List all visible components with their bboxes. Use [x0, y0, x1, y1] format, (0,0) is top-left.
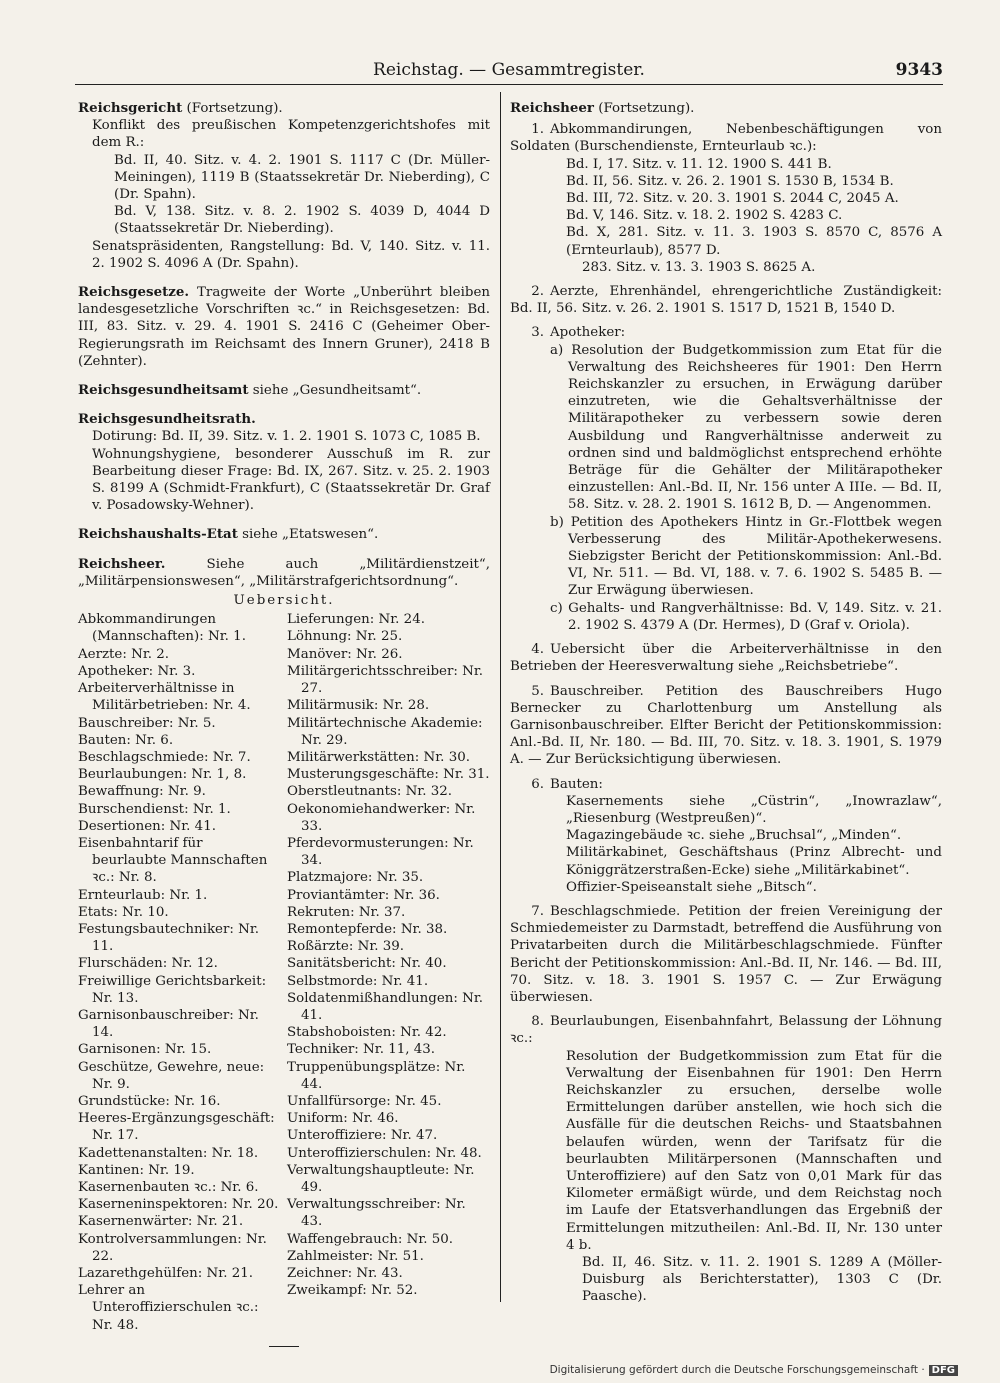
uebersicht-item: Eisenbahntarif für beurlaubte Mannschaften ꝛc.: Nr. 8. [78, 835, 268, 886]
item-number: 7. [531, 903, 544, 919]
uebersicht-item: Waffengebrauch: Nr. 50. [287, 1231, 454, 1247]
uebersicht-item: Freiwillige Gerichtsbarkeit: Nr. 13. [78, 973, 267, 1006]
uebersicht-item: Bauten: Nr. 6. [78, 732, 174, 748]
uebersicht-item: Beschlagschmiede: Nr. 7. [78, 749, 251, 765]
item-text: Bd. II, 46. Sitz. v. 11. 2. 1901 S. 1289 A (Möller-Duisburg als Berichterstatter), 1303 C (Dr. Paasche). [582, 1255, 942, 1305]
uebersicht-item: Festungsbautechniker: Nr. 11. [78, 921, 260, 955]
uebersicht-item: Ernteurlaub: Nr. 1. [78, 887, 208, 903]
page-number: 9343 [895, 60, 943, 80]
uebersicht-item: Grundstücke: Nr. 16. [78, 1093, 221, 1109]
uebersicht-item: Geschütze, Gewehre, neue: Nr. 9. [78, 1059, 265, 1092]
uebersicht-item: Rekruten: Nr. 37. [287, 904, 406, 920]
item-number: 2. [531, 284, 544, 300]
item-text: Beurlaubungen, Eisenbahnfahrt, Belassung der Löhnung ꝛc.: [510, 1014, 942, 1047]
uebersicht-item: Heeres-Ergänzungsgeschäft: Nr. 17. [78, 1111, 275, 1144]
uebersicht-item: Truppenübungsplätze: Nr. 44. [287, 1059, 466, 1092]
item-number: 3. [531, 325, 544, 341]
uebersicht-item: Kantinen: Nr. 19. [78, 1162, 195, 1178]
running-title: Reichstag. — Gesammtregister. [373, 60, 645, 80]
entry-text: (Fortsetzung). [598, 101, 695, 116]
entry-heading: Reichsgericht [78, 100, 183, 116]
item-number: 6. [531, 776, 544, 792]
entry-heading: Reichsgesundheitsrath. [78, 411, 256, 428]
uebersicht-item: Kasernenwärter: Nr. 21. [78, 1214, 244, 1230]
entry-text: Senatspräsidenten, Rangstellung: Bd. V, 140. Sitz. v. 11. 2. 1902 S. 4096 A (Dr. Spahn). [92, 238, 490, 271]
entry-text: (Fortsetzung). [186, 101, 283, 116]
item-text: b) Petition des Apothekers Hintz in Gr.-Flottbek wegen Verbesserung des Militär-Apothekerwesens. Siebzigster Bericht der Petitionskommission: Anl.-Bd. VI, Nr. 511. — Bd. VI, 188. v. 7. 6. 1902 S. 5485 B. — Zur Erwägung überwiesen. [550, 514, 942, 599]
item-text: Bd. X, 281. Sitz. v. 11. 3. 1903 S. 8570 C, 8576 A (Ernteurlaub), 8577 D. [566, 225, 942, 258]
item-number: 5. [531, 683, 544, 699]
item-text: Bauschreiber. Petition des Bauschreibers Hugo Bernecker zu Charlottenburg um Anstellung als Garnisonbauschreiber. Elfter Bericht der Petitionskommission: Anl.-Bd. II, Nr. 180. — Bd. III, 70. Sitz. v. 18. 3. 1901, S. 1979 A. — Zur Berücksichtigung überwiesen. [510, 683, 942, 768]
entry-heading: Reichsgesundheitsamt [78, 382, 249, 399]
uebersicht-col-2 [287, 611, 490, 1334]
item-number: 1. [531, 122, 544, 138]
item-number: 8. [531, 1014, 544, 1030]
entry-heading: Reichshaushalts-Etat [78, 526, 238, 543]
uebersicht-item: Militärmusik: Nr. 28. [287, 698, 430, 714]
uebersicht-item: Stabshoboisten: Nr. 42. [287, 1025, 447, 1041]
item-number: 4. [531, 642, 544, 658]
uebersicht-item: Selbstmorde: Nr. 41. [287, 973, 429, 989]
uebersicht-item: Lehrer an Unteroffizierschulen ꝛc.: Nr. 48. [78, 1283, 259, 1333]
entry-reichsheer-continued [510, 100, 942, 117]
entry-reichsgesundheitsamt [78, 382, 490, 399]
uebersicht-item: Sanitätsbericht: Nr. 40. [287, 956, 447, 972]
item-text: Aerzte, Ehrenhändel, ehrengerichtliche Zuständigkeit: Bd. II, 56. Sitz. v. 26. 2. 1901 S. 1517 D, 1521 B, 1540 D. [510, 284, 942, 317]
uebersicht-item: Garnisonbauschreiber: Nr. 14. [78, 1007, 259, 1041]
uebersicht-item: Kadettenanstalten: Nr. 18. [78, 1145, 259, 1161]
uebersicht-item: Techniker: Nr. 11, 43. [287, 1042, 436, 1058]
uebersicht-item: Platzmajore: Nr. 35. [287, 870, 424, 886]
uebersicht-item: Zeichner: Nr. 43. [287, 1266, 403, 1281]
item-text: Offizier-Speiseanstalt siehe „Bitsch“. [566, 879, 817, 895]
uebersicht-item: Etats: Nr. 10. [78, 904, 169, 920]
entry-text: Wohnungshygiene, besonderer Ausschuß im R. zur Bearbeitung dieser Frage: Bd. IX, 267. Sitz. v. 25. 2. 1903 S. 8199 A (Schmidt-Frankfurt), C (Staatssekretär Dr. Graf v. Posadowsky-Wehner). [92, 446, 490, 514]
item-text: Apotheker: [550, 325, 626, 341]
item-text: a) Resolution der Budgetkommission zum Etat für die Verwaltung des Reichsheeres für 1901: Den Herrn Reichskanzler zu ersuchen, in Erwägung darüber einzutreten, wie die Gehaltsverhältnisse der Militärapotheker zu verbessern sowie deren Ausbildung und Rangverhältnisse anderweit zu ordnen sind und baldmöglichst entsprechend erhöhte Beträge für die Gehälter der Militärapotheker einzustellen: Anl.-Bd. II, Nr. 156 unter A IIIe. — Bd. II, 58. Sitz. v. 28. 2. 1901 S. 1612 B, D. — Angenommen. [550, 342, 942, 513]
uebersicht-item: Löhnung: Nr. 25. [287, 629, 403, 645]
item-text: Kasernements siehe „Cüstrin“, „Inowrazlaw“, „Riesenburg (Westpreußen)“. [566, 793, 942, 826]
uebersicht-item: Garnisonen: Nr. 15. [78, 1042, 212, 1058]
item-text: Magazingebäude ꝛc. siehe „Bruchsal“, „Minden“. [566, 828, 902, 844]
uebersicht-item: Roßärzte: Nr. 39. [287, 939, 405, 955]
entry-text: Konflikt des preußischen Kompetenzgerichtshofes mit dem R.: [92, 118, 490, 151]
item-3 [510, 324, 942, 634]
item-text: Uebersicht über die Arbeiterverhältnisse in den Betrieben der Heeresverwaltung siehe „Reichsbetriebe“. [510, 642, 942, 675]
uebersicht-item: Militärgerichtsschreiber: Nr. 27. [287, 663, 484, 697]
item-text: Bauten: [550, 776, 603, 792]
uebersicht-item: Remontepferde: Nr. 38. [287, 921, 448, 937]
item-1 [510, 121, 942, 276]
uebersicht-item: Musterungsgeschäfte: Nr. 31. [287, 767, 490, 783]
uebersicht-item: Proviantämter: Nr. 36. [287, 887, 440, 903]
item-text: Bd. I, 17. Sitz. v. 11. 12. 1900 S. 441 B. [566, 156, 832, 172]
uebersicht-item: Oekonomiehandwerker: Nr. 33. [287, 801, 476, 834]
uebersicht-item: Soldatenmißhandlungen: Nr. 41. [287, 990, 484, 1023]
uebersicht-item: Burschendienst: Nr. 1. [78, 801, 231, 817]
page-header [75, 58, 943, 85]
section-end-rule [269, 1346, 299, 1347]
uebersicht-item: Zahlmeister: Nr. 51. [287, 1248, 424, 1264]
uebersicht-item: Manöver: Nr. 26. [287, 646, 403, 662]
entry-reichsgesetze [78, 284, 490, 370]
uebersicht-item: Bauschreiber: Nr. 5. [78, 715, 216, 731]
item-7 [510, 903, 942, 1006]
item-text: Bd. V, 146. Sitz. v. 18. 2. 1902 S. 4283 C. [566, 208, 843, 224]
uebersicht-item: Beurlaubungen: Nr. 1, 8. [78, 767, 247, 783]
uebersicht-item: Verwaltungsschreiber: Nr. 43. [287, 1197, 466, 1230]
entry-heading: Reichsheer [510, 100, 594, 116]
entry-reichsgesundheitsrath [78, 411, 490, 514]
item-text: Beschlagschmiede. Petition der freien Vereinigung der Schmiedemeister zu Darmstadt, betreffend die Ausführung von Privatarbeiten durch die Militärbeschlagschmiede. Fünfter Bericht der Petitionskommission: Anl.-Bd. II, Nr. 146. — Bd. III, 70. Sitz. v. 18. 3. 1901 S. 1957 C. — Zur Erwägung überwiesen. [510, 903, 942, 1005]
right-column [510, 100, 942, 1313]
entry-text: siehe „Etatswesen“. [242, 527, 379, 543]
uebersicht-item: Lieferungen: Nr. 24. [287, 612, 425, 628]
dfg-logo: DFG [929, 1365, 958, 1376]
uebersicht-item: Unfallfürsorge: Nr. 45. [287, 1093, 442, 1109]
entry-text: Bd. V, 138. Sitz. v. 8. 2. 1902 S. 4039 D, 4044 D (Staatssekretär Dr. Nieberding). [114, 204, 490, 237]
item-text: Resolution der Budgetkommission zum Etat für die Verwaltung der Eisenbahnen für 1901: Den Herrn Reichskanzler zu ersuchen, derselbe wolle Ermittelungen darüber anstellen, wie hoch sich die Ausfälle für die deutschen Reichs- und Staatsbahnen belaufen würden, wenn der Tarifsatz für die beurlaubten Militärpersonen (Mannschaften und Unteroffiziere) auf den Satz von 0,01 Mark für das Kilometer ermäßigt würde, und dem Reichstag noch im Laufe der Etatsverhandlungen das Ergebniß der Ermittelungen mitzutheilen: Anl.-Bd. II, Nr. 130 unter 4 b. [566, 1048, 942, 1253]
footer-credit [550, 1364, 958, 1376]
item-6 [510, 776, 942, 896]
uebersicht-item: Abkommandirungen (Mannschaften): Nr. 1. [78, 612, 246, 645]
item-text: Abkommandirungen, Nebenbeschäftigungen von Soldaten (Burschendienste, Ernteurlaub ꝛc.): [510, 122, 942, 155]
entry-text: Dotirung: Bd. II, 39. Sitz. v. 1. 2. 1901 S. 1073 C, 1085 B. [92, 429, 481, 445]
footer-text: Digitalisierung gefördert durch die Deutsche Forschungsgemeinschaft · [549, 1364, 925, 1376]
uebersicht-item: Kasernenbauten ꝛc.: Nr. 6. [78, 1179, 259, 1195]
uebersicht-item: Desertionen: Nr. 41. [78, 818, 216, 834]
uebersicht-item: Pferdevormusterungen: Nr. 34. [287, 835, 474, 869]
item-text: 283. Sitz. v. 13. 3. 1903 S. 8625 A. [582, 259, 816, 275]
uebersicht-item: Oberstleutnants: Nr. 32. [287, 784, 453, 800]
item-text: Bd. II, 56. Sitz. v. 26. 2. 1901 S. 1530 B, 1534 B. [566, 173, 894, 189]
entry-reichsheer [78, 556, 490, 590]
entry-heading: Reichsgesetze. [78, 284, 190, 301]
uebersicht-item: Uniform: Nr. 46. [287, 1111, 399, 1127]
item-text: Bd. III, 72. Sitz. v. 20. 3. 1901 S. 2044 C, 2045 A. [566, 191, 899, 207]
item-8 [510, 1013, 942, 1305]
entry-text: siehe „Gesundheitsamt“. [252, 383, 422, 399]
uebersicht-item: Zweikampf: Nr. 52. [287, 1283, 418, 1299]
uebersicht-item: Unteroffiziere: Nr. 47. [287, 1128, 438, 1144]
uebersicht-item: Lazarethgehülfen: Nr. 21. [78, 1266, 253, 1281]
uebersicht-item: Aerzte: Nr. 2. [78, 646, 170, 662]
entry-heading: Reichsheer. [78, 555, 166, 572]
entry-text: Tragweite der Worte „Unberührt bleiben landesgesetzliche Vorschriften ꝛc.“ in Reichsgesetzen: Bd. III, 83. Sitz. v. 29. 4. 1901 S. 2416 C (Geheimer Ober-Regierungsrath im Reichsamt des Innern Gruner), 2418 B (Zehnter). [78, 285, 490, 369]
entry-reichshaushalts-etat [78, 526, 490, 543]
uebersicht-item: Militärwerkstätten: Nr. 30. [287, 749, 470, 765]
entry-text: Siehe auch „Militärdienstzeit“, „Militärpensionswesen“, „Militärstrafgerichtsordnung“. [78, 556, 490, 589]
entry-text: Bd. II, 40. Sitz. v. 4. 2. 1901 S. 1117 C (Dr. Müller-Meiningen), 1119 B (Staatssekretär Dr. Nieberding), C (Dr. Spahn). [114, 152, 490, 203]
uebersicht-item: Kontrolversammlungen: Nr. 22. [78, 1231, 267, 1264]
uebersicht-item: Flurschäden: Nr. 12. [78, 956, 218, 972]
left-column [78, 100, 490, 1347]
uebersicht-col-1 [78, 611, 281, 1334]
uebersicht-item: Arbeiterverhältnisse in Militärbetrieben: Nr. 4. [78, 681, 251, 714]
uebersicht-title: Uebersicht. [233, 593, 335, 609]
item-4 [510, 641, 942, 675]
item-text: c) Gehalts- und Rangverhältnisse: Bd. V, 149. Sitz. v. 21. 2. 1902 S. 4379 A (Dr. Hermes), D (Graf v. Oriola). [550, 600, 942, 633]
uebersicht-item: Unteroffizierschulen: Nr. 48. [287, 1145, 482, 1161]
item-5 [510, 683, 942, 769]
item-2 [510, 283, 942, 317]
uebersicht-item: Kaserneninspektoren: Nr. 20. [78, 1197, 279, 1213]
entry-reichsgericht [78, 100, 490, 272]
uebersicht-table [78, 611, 490, 1334]
uebersicht-item: Militärtechnische Akademie: Nr. 29. [287, 715, 483, 748]
uebersicht-item: Apotheker: Nr. 3. [78, 663, 196, 679]
column-divider [500, 92, 501, 1302]
uebersicht-item: Bewaffnung: Nr. 9. [78, 784, 206, 800]
uebersicht-item: Verwaltungshauptleute: Nr. 49. [287, 1162, 475, 1195]
item-text: Militärkabinet, Geschäftshaus (Prinz Albrecht- und Königgrätzerstraßen-Ecke) siehe „Militärkabinet“. [566, 845, 942, 878]
